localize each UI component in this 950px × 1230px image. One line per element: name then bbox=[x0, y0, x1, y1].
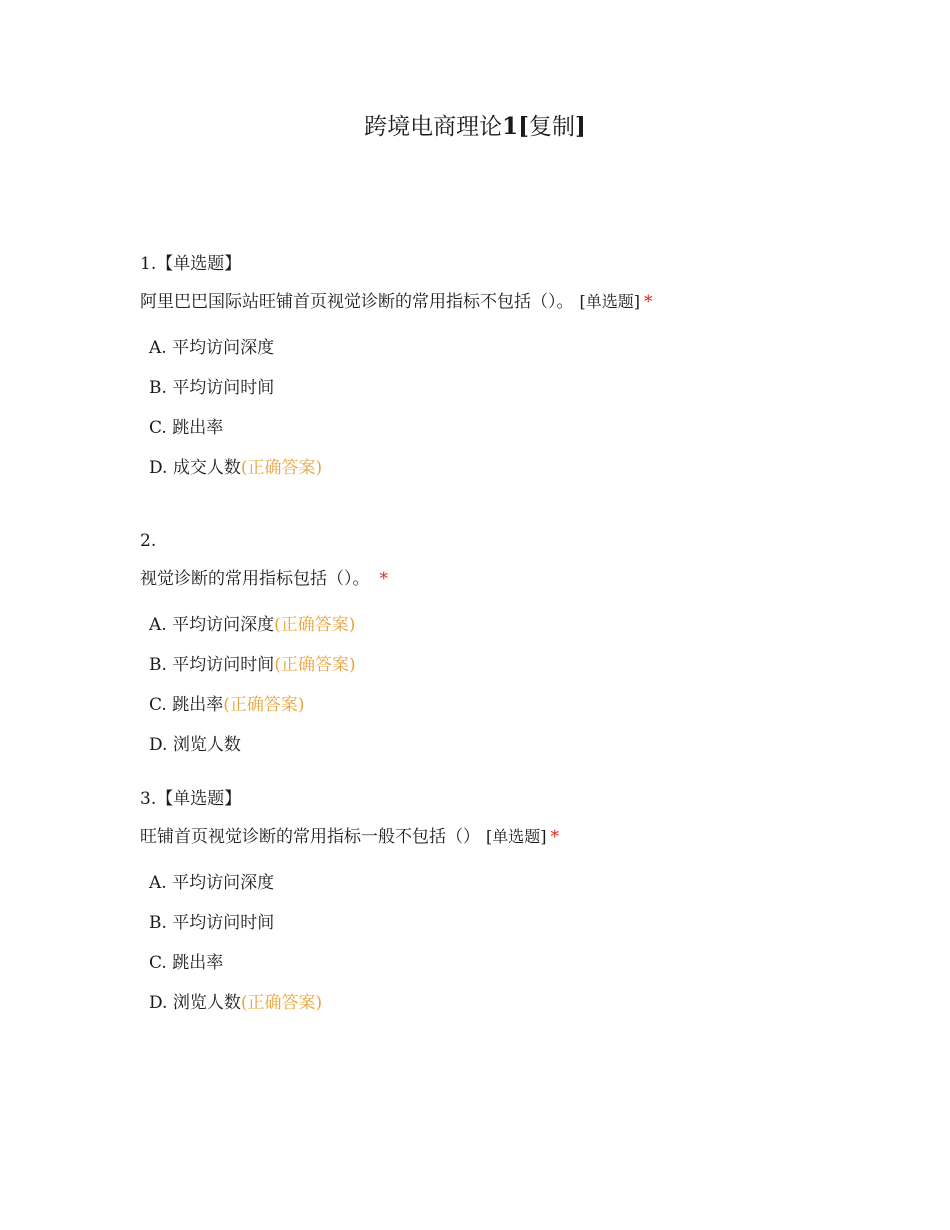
option-b bbox=[149, 653, 840, 677]
option-b bbox=[149, 376, 840, 400]
option-text: B. 平均访问时间 bbox=[149, 913, 275, 933]
option-list bbox=[140, 871, 840, 1015]
question-number: 3.【单选题】 bbox=[140, 789, 242, 809]
option-text: B. 平均访问时间 bbox=[149, 655, 275, 675]
question-text bbox=[140, 567, 840, 591]
question-stem: 旺铺首页视觉诊断的常用指标一般不包括（） bbox=[140, 827, 480, 847]
option-text: D. 浏览人数 bbox=[149, 993, 241, 1013]
correct-answer-label: (正确答案) bbox=[240, 993, 323, 1013]
question-text bbox=[140, 290, 840, 314]
required-marker: * bbox=[550, 827, 559, 847]
option-b bbox=[149, 911, 840, 935]
correct-answer-label: (正确答案) bbox=[240, 458, 323, 478]
question-stem: 阿里巴巴国际站旺铺首页视觉诊断的常用指标不包括（）。 bbox=[140, 292, 574, 312]
option-c bbox=[149, 693, 840, 717]
option-d bbox=[149, 456, 840, 480]
correct-answer-label: (正确答案) bbox=[274, 655, 356, 675]
option-text: D. 浏览人数 bbox=[149, 735, 241, 755]
title-copy: 复制 bbox=[529, 114, 575, 140]
required-marker: * bbox=[379, 569, 388, 589]
title-bracket: ] bbox=[575, 113, 586, 140]
page-title bbox=[0, 112, 950, 142]
option-a bbox=[149, 871, 840, 895]
option-text: A. 平均访问深度 bbox=[149, 615, 275, 635]
title-main: 跨境电商理论 bbox=[364, 114, 503, 140]
option-text: C. 跳出率 bbox=[149, 953, 224, 973]
option-text: A. 平均访问深度 bbox=[149, 338, 275, 358]
question-number: 2. bbox=[140, 531, 157, 551]
option-text: C. 跳出率 bbox=[149, 418, 224, 438]
question-3 bbox=[140, 787, 840, 1031]
option-c bbox=[149, 951, 840, 975]
question-2 bbox=[140, 529, 840, 773]
option-list bbox=[140, 336, 840, 480]
option-text: B. 平均访问时间 bbox=[149, 378, 275, 398]
option-text: A. 平均访问深度 bbox=[149, 873, 275, 893]
title-number: 1[ bbox=[502, 113, 529, 140]
option-list bbox=[140, 613, 840, 757]
option-d bbox=[149, 991, 840, 1015]
question-type: [单选题] bbox=[486, 827, 547, 846]
correct-answer-label: (正确答案) bbox=[274, 615, 356, 635]
correct-answer-label: (正确答案) bbox=[223, 695, 305, 715]
question-stem: 视觉诊断的常用指标包括（）。 bbox=[140, 569, 370, 589]
option-c bbox=[149, 416, 840, 440]
option-a bbox=[149, 613, 840, 637]
question-type: [单选题] bbox=[579, 292, 640, 311]
question-number: 1.【单选题】 bbox=[140, 254, 242, 274]
option-d bbox=[149, 733, 840, 757]
option-text: C. 跳出率 bbox=[149, 695, 224, 715]
question-text bbox=[140, 825, 840, 849]
required-marker: * bbox=[644, 292, 653, 312]
question-1 bbox=[140, 252, 840, 496]
option-a bbox=[149, 336, 840, 360]
option-text: D. 成交人数 bbox=[149, 458, 241, 478]
